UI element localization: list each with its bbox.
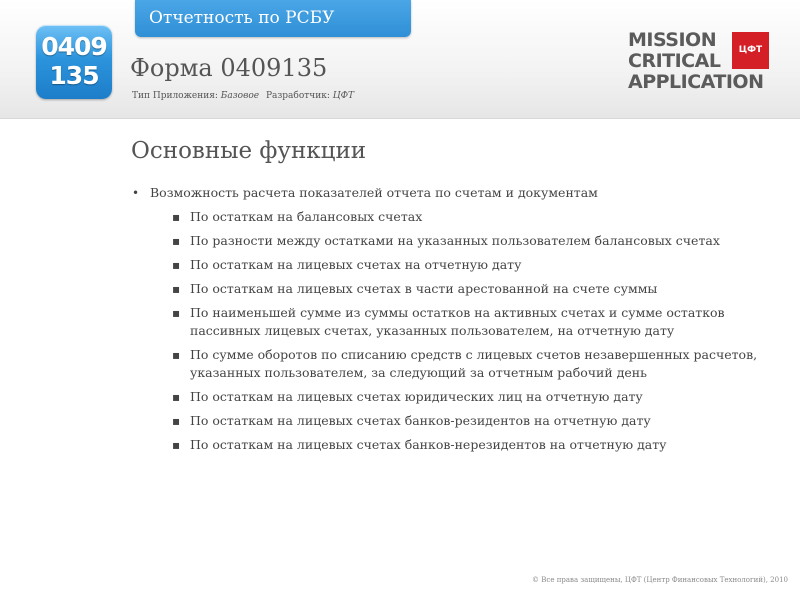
square-bullet-icon: ▪: [172, 210, 181, 224]
cft-logo-icon: ЦФТ: [732, 32, 769, 69]
section-title: Основные функции: [131, 138, 367, 164]
square-bullet-icon: ▪: [172, 414, 181, 428]
square-bullet-icon: ▪: [172, 438, 181, 452]
sub-list-item-text: По остаткам на лицевых счетах в части арестованной на счете суммы: [190, 281, 658, 296]
sub-list-item: [150, 436, 772, 454]
logo-line-1: MISSION: [628, 29, 717, 51]
sub-list-item: [150, 280, 772, 298]
square-bullet-icon: ▪: [172, 282, 181, 296]
developer-value: ЦФТ: [332, 91, 355, 101]
sub-functions-list: [150, 208, 772, 454]
sub-list-item: [150, 304, 772, 340]
sub-list-item: [150, 346, 772, 382]
sub-list-item-text: По наименьшей сумме из суммы остатков на активных счетах и сумме остатков пассивных лицевых счетах, указанных пользователем, на отчетную дату: [190, 305, 725, 338]
sub-list-item: [150, 388, 772, 406]
list-item-text: Возможность расчета показателей отчета по счетам и документам: [150, 185, 598, 200]
sub-list-item-text: По остаткам на лицевых счетах банков-резидентов на отчетную дату: [190, 413, 651, 428]
logo-line-3: APPLICATION: [628, 71, 764, 93]
badge-number-line1: 0409: [41, 32, 107, 61]
badge-number-line2: 135: [49, 61, 99, 90]
sub-list-item: [150, 232, 772, 250]
sub-list-item-text: По остаткам на лицевых счетах банков-нерезидентов на отчетную дату: [190, 437, 667, 452]
sub-list-item-text: По остаткам на лицевых счетах юридических лиц на отчетную дату: [190, 389, 643, 404]
square-bullet-icon: ▪: [172, 390, 181, 404]
mission-critical-logo: [628, 30, 778, 96]
sub-list-item-text: По разности между остатками на указанных пользователем балансовых счетах: [190, 233, 720, 248]
sub-list-item-text: По остаткам на лицевых счетах на отчетную дату: [190, 257, 522, 272]
form-number-badge-icon: [36, 25, 112, 99]
app-type-value: Базовое: [220, 91, 260, 101]
sub-list-item-text: По остаткам на балансовых счетах: [190, 209, 423, 224]
header-band: [0, 0, 800, 119]
form-title: Форма 0409135: [130, 54, 328, 82]
sub-list-item: [150, 256, 772, 274]
section-tab-title: Отчетность по РСБУ: [149, 8, 335, 28]
app-meta: [132, 91, 354, 101]
section-tab: [135, 0, 411, 37]
copyright-footer: © Все права защищены, ЦФТ (Центр Финансовых Технологий), 2010: [532, 576, 788, 584]
functions-list: [132, 184, 772, 460]
bullet-icon: •: [132, 186, 140, 200]
sub-list-item: [150, 412, 772, 430]
square-bullet-icon: ▪: [172, 306, 181, 320]
square-bullet-icon: ▪: [172, 258, 181, 272]
square-bullet-icon: ▪: [172, 234, 181, 248]
sub-list-item-text: По сумме оборотов по списанию средств с лицевых счетов незавершенных расчетов, указанных пользователем, за следующий за отчетным рабочий день: [190, 347, 758, 380]
app-type-label: Тип Приложения:: [132, 91, 218, 101]
sub-list-item: [150, 208, 772, 226]
developer-label: Разработчик:: [265, 91, 330, 101]
square-bullet-icon: ▪: [172, 348, 181, 362]
logo-line-2: CRITICAL: [628, 50, 721, 72]
list-item: [132, 184, 772, 454]
